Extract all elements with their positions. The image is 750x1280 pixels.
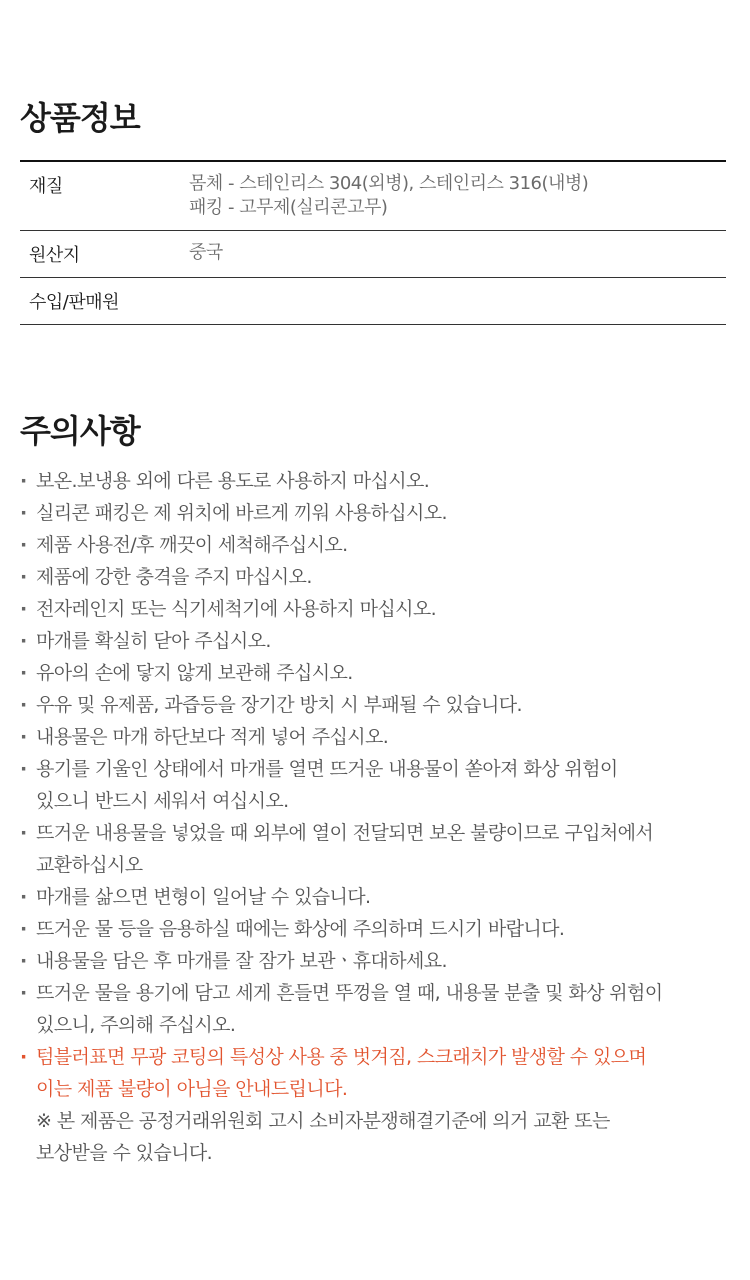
product-info-table (20, 160, 726, 325)
list-item: · 실리콘 패킹은 제 위치에 바르게 끼워 사용하십시오. (20, 497, 726, 529)
importer-value (189, 278, 726, 325)
caution-title: 주의사항 (20, 412, 140, 450)
list-item: · 마개를 확실히 닫아 주십시오. (20, 625, 726, 657)
list-item: · 보온.보냉용 외에 다른 용도로 사용하지 마십시오. (20, 465, 726, 497)
list-item: · 유아의 손에 닿지 않게 보관해 주십시오. (20, 657, 726, 689)
list-item: · 제품 사용전/후 깨끗이 세척해주십시오. (20, 529, 726, 561)
consumer-notice: ※ 본 제품은 공정거래위원회 고시 소비자분쟁해결기준에 의거 교환 또는 보상받을 수 있습니다. (36, 1110, 610, 1164)
table-row (20, 161, 726, 231)
caution-list (20, 465, 726, 1169)
material-value (189, 161, 726, 231)
list-item: · 뜨거운 물을 용기에 담고 세게 흔들면 뚜껑을 열 때, 내용물 분출 및 화상 위험이 있으니, 주의해 주십시오. (20, 977, 726, 1041)
list-item: · 뜨거운 물 등을 음용하실 때에는 화상에 주의하며 드시기 바랍니다. (20, 913, 726, 945)
material-label: 재질 (20, 161, 189, 231)
list-item: · 내용물을 담은 후 마개를 잘 잠가 보관ㆍ휴대하세요. (20, 945, 726, 977)
list-item: · 뜨거운 내용물을 넣었을 때 외부에 열이 전달되면 보온 불량이므로 구입처에서 교환하십시오 (20, 817, 726, 881)
list-item: · 내용물은 마개 하단보다 적게 넣어 주십시오. (20, 721, 726, 753)
origin-label: 원산지 (20, 231, 189, 278)
list-item: · 전자레인지 또는 식기세척기에 사용하지 마십시오. (20, 593, 726, 625)
list-item: · 우유 및 유제품, 과즙등을 장기간 방치 시 부패될 수 있습니다. (20, 689, 726, 721)
importer-label: 수입/판매원 (20, 278, 189, 325)
table-row (20, 278, 726, 325)
origin-value: 중국 (189, 231, 726, 278)
material-value-text: 몸체 - 스테인리스 304(외병), 스테인리스 316(내병) 패킹 - 고무제(실리콘고무) (189, 173, 589, 218)
table-row (20, 231, 726, 278)
product-info-title: 상품정보 (20, 99, 140, 137)
coating-warning-item: · 텀블러표면 무광 코팅의 특성상 사용 중 벗겨짐, 스크래치가 발생할 수 있으며 이는 제품 불량이 아님을 안내드립니다. (20, 1041, 726, 1105)
list-item: · 용기를 기울인 상태에서 마개를 열면 뜨거운 내용물이 쏟아져 화상 위험이 있으니 반드시 세워서 여십시오. (20, 753, 726, 817)
list-item: · 제품에 강한 충격을 주지 마십시오. (20, 561, 726, 593)
list-item: · 마개를 삶으면 변형이 일어날 수 있습니다. (20, 881, 726, 913)
